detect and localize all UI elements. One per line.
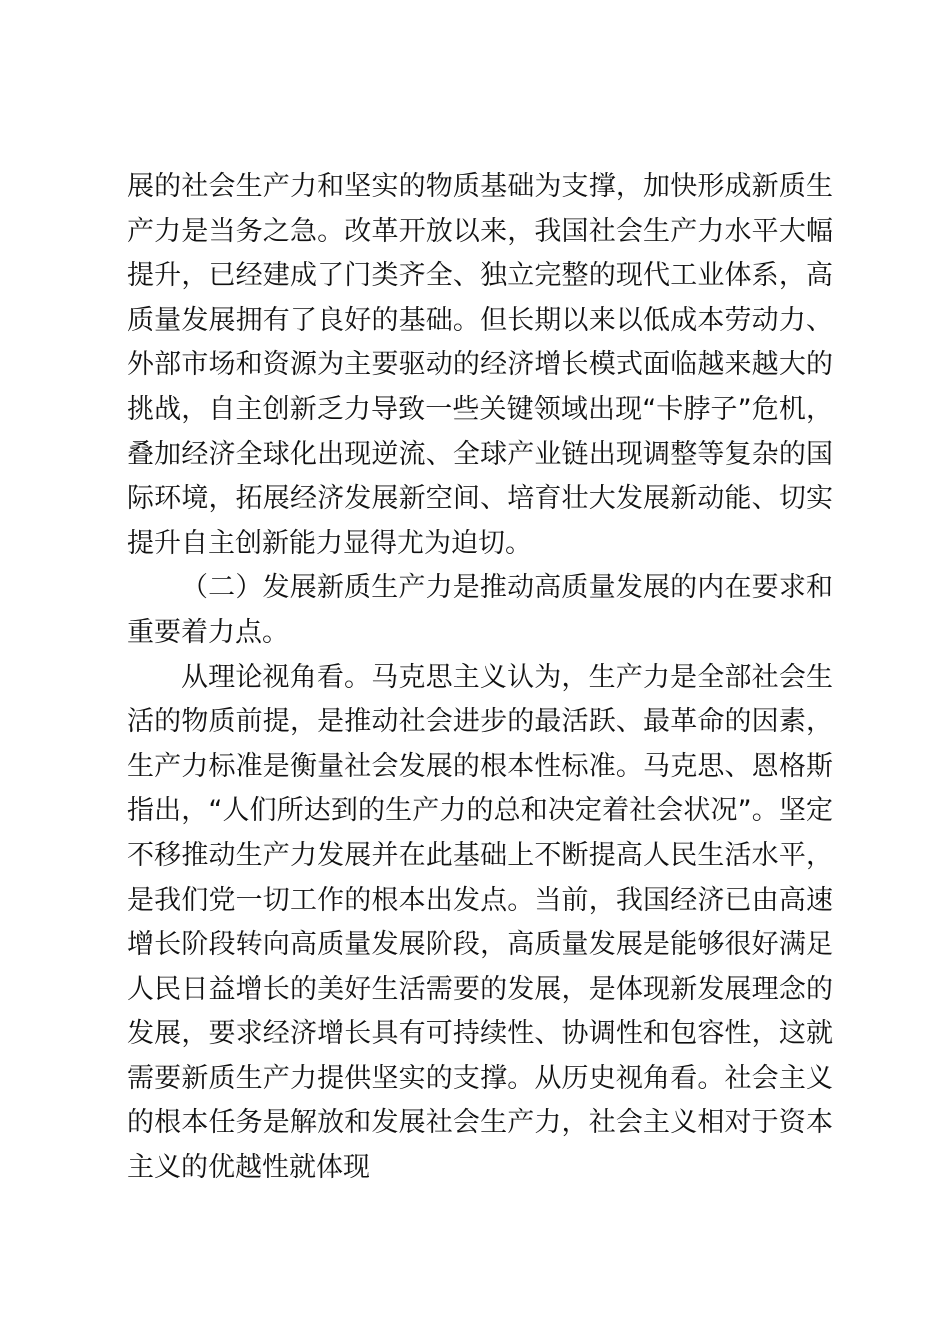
paragraph-theory-perspective: 从理论视角看。马克思主义认为，生产力是全部社会生活的物质前提，是推动社会进步的最活跃、最革命的因素，生产力标准是衡量社会发展的根本性标准。马克思、恩格斯指出，“人们所达到的生产力的总和决定着社会状况”。坚定不移推动生产力发展并在此基础上不断提高人民生活水平，是我们党一切工作的根本出发点。当前，我国经济已由高速增长阶段转向高质量发展阶段，高质量发展是能够很好满足人民日益增长的美好生活需要的发展，是体现新发展理念的发展，要求经济增长具有可持续性、协调性和包容性，这就需要新质生产力提供坚实的支撑。从历史视角看。社会主义的根本任务是解放和发展社会生产力，社会主义相对于资本主义的优越性就体现 [127,661,833,1184]
paragraph-continuation: 展的社会生产力和坚实的物质基础为支撑，加快形成新质生产力是当务之急。改革开放以来，我国社会生产力水平大幅提升，已经建成了门类齐全、独立完整的现代工业体系，高质量发展拥有了良好的基础。但长期以来以低成本劳动力、外部市场和资源为主要驱动的经济增长模式面临越来越大的挑战，自主创新乏力导致一些关键领域出现“卡脖子”危机，叠加经济全球化出现逆流、全球产业链出现调整等复杂的国际环境，拓展经济发展新空间、培育壮大发展新动能、切实提升自主创新能力显得尤为迫切。 [127,171,833,559]
document-body [127,165,833,1191]
section-heading: （二）发展新质生产力是推动高质量发展的内在要求和重要着力点。 [127,572,833,648]
